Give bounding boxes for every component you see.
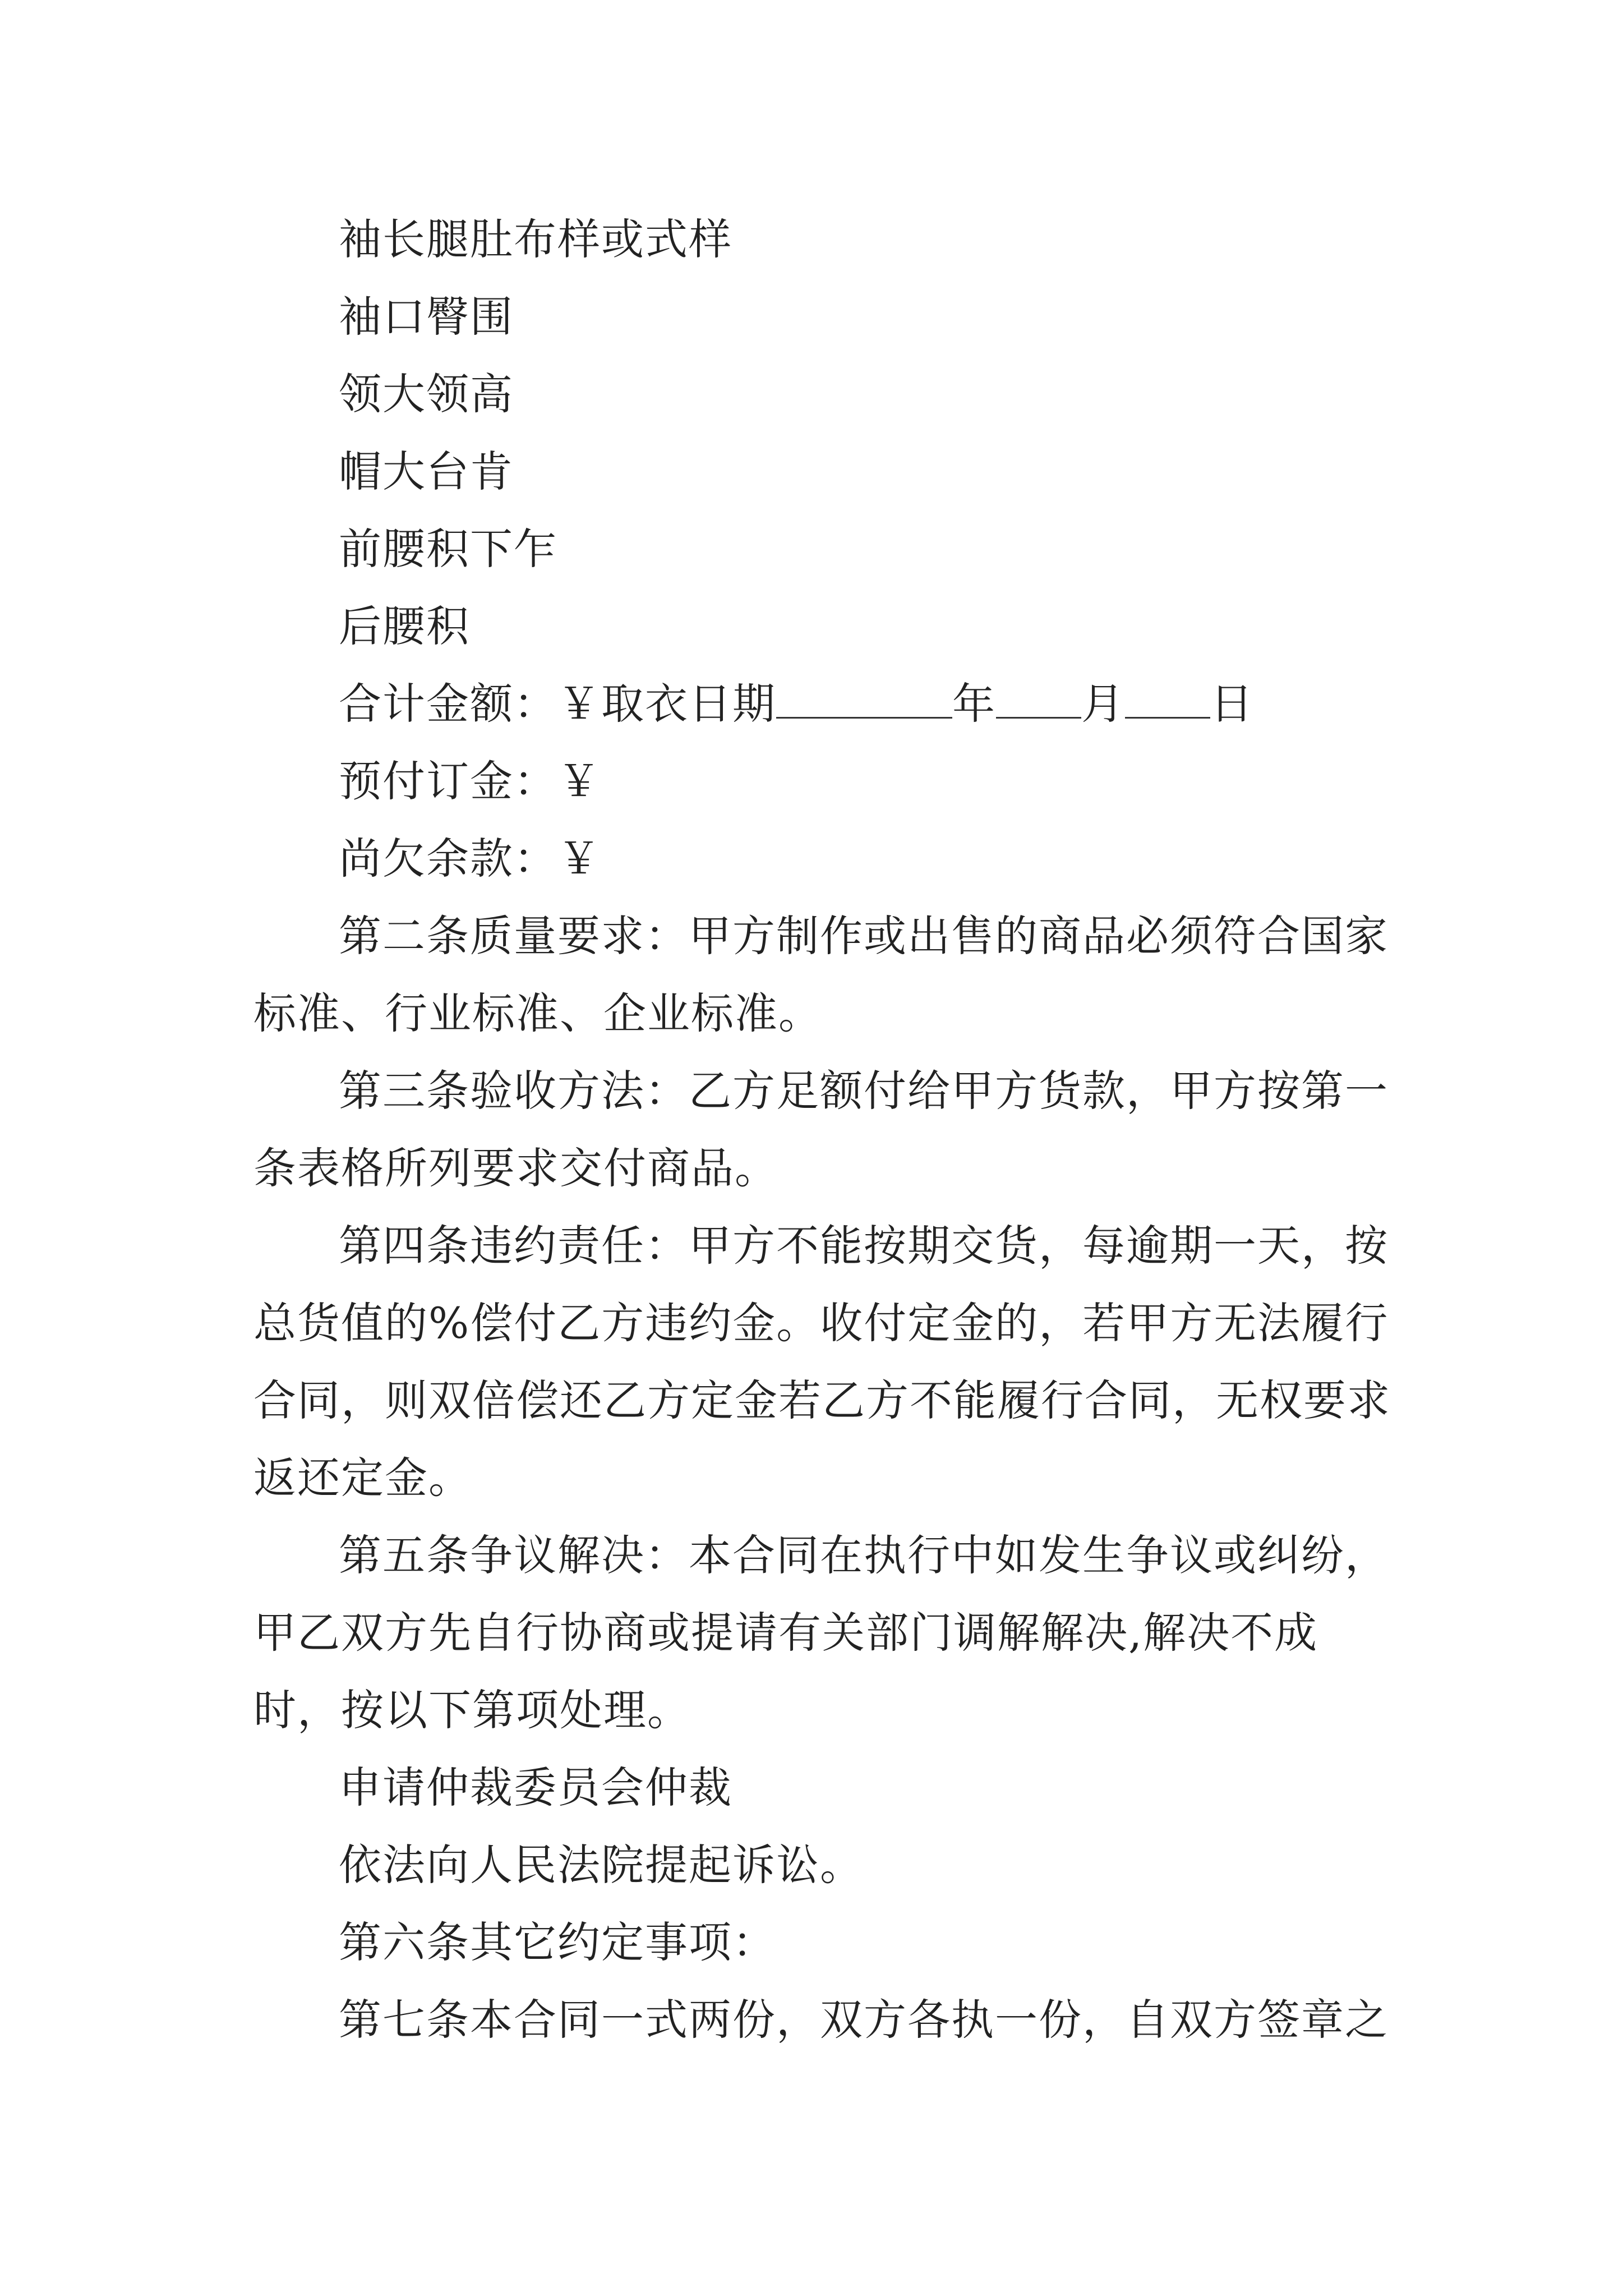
month-label: 月 — [1081, 679, 1125, 729]
line-hat-back: 帽大台肯 — [339, 447, 514, 496]
article-3-acceptance: 第三条验收方法：乙方足额付给甲方货款，甲方按第一条表格所列要求交付商品。 — [253, 1066, 1389, 1193]
day-blank — [1125, 682, 1210, 719]
line-cuff-hip: 袖口臀围 — [339, 292, 514, 342]
year-blank — [776, 682, 952, 719]
total-label: 合计金额：￥取衣日期 — [339, 679, 776, 729]
article-7-copies: 第七条本合同一式两份，双方各执一份，自双方签章之 — [339, 1995, 1389, 2045]
article-5-dispute: 第五条争议解决：本合同在执行中如发生争议或纠纷，甲乙双方先自行协商或提请有关部门调解解决,解决不成时，按以下第项处理。 — [253, 1530, 1389, 1735]
document-body — [253, 201, 1398, 2059]
year-label: 年 — [952, 679, 996, 729]
article-2-quality: 第二条质量要求：甲方制作或出售的商品必须符合国家标准、行业标准、企业标准。 — [253, 911, 1389, 1038]
line-total-amount — [253, 665, 1398, 743]
line-back-waist: 后腰积 — [339, 601, 470, 651]
option-lawsuit: 依法向人民法院提起诉讼。 — [339, 1840, 864, 1890]
line-collar: 领大领高 — [339, 369, 514, 419]
line-sleeve-leg: 袖长腿肚布样或式样 — [339, 214, 732, 264]
month-blank — [996, 682, 1081, 719]
line-balance: 尚欠余款：￥ — [339, 834, 601, 884]
option-arbitration: 申请仲裁委员会仲裁 — [339, 1763, 732, 1812]
article-6-other: 第六条其它约定事项： — [339, 1917, 776, 1967]
article-4-liability: 第四条违约责任：甲方不能按期交货，每逾期一天，按总货值的%偿付乙方违约金。收付定金的，若甲方无法履行合同，则双倍偿还乙方定金若乙方不能履行合同，无权要求返还定金。 — [253, 1221, 1391, 1503]
day-label: 日 — [1210, 679, 1254, 729]
line-front-waist: 前腰积下乍 — [339, 524, 557, 574]
line-deposit: 预付订金：￥ — [339, 756, 601, 806]
